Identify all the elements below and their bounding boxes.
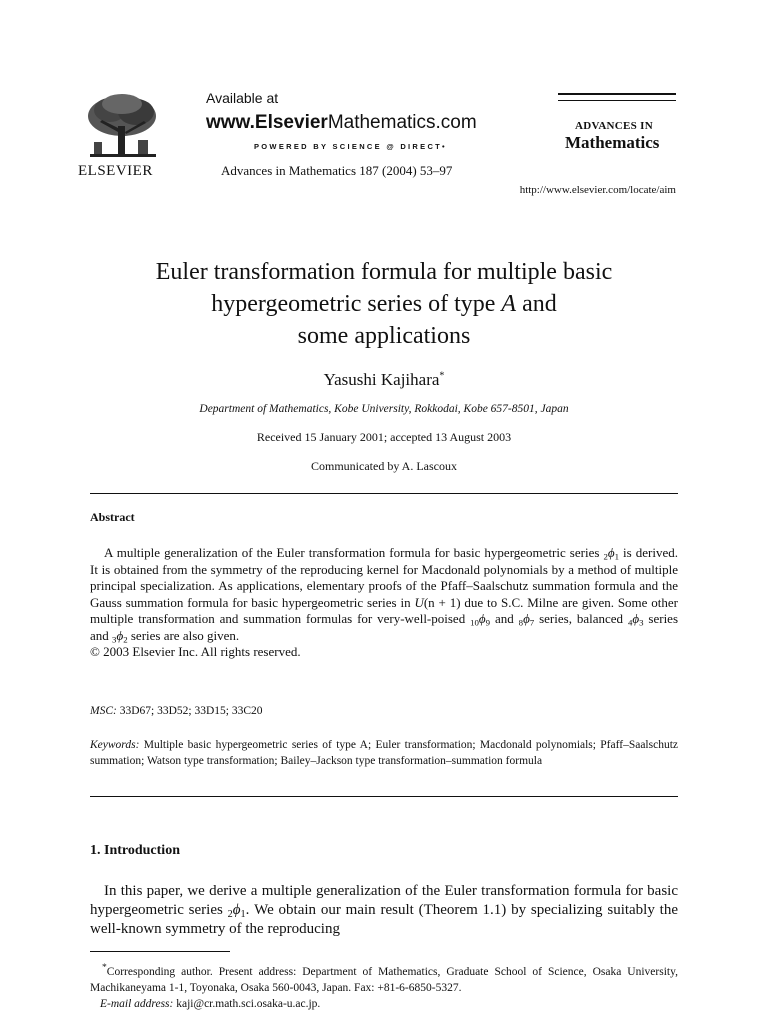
title-line-3: some applications <box>297 323 471 349</box>
available-at-text: Available at <box>206 90 279 106</box>
footnote: *Corresponding author. Present address: Department of Mathematics, Graduate School of Science, Osaka University, Machikaneyama 1-1, Toyonaka, Osaka 560-0043, Japan. Fax: +81-6-6850-5327. E-mail address: kaji@cr.math.sci.osaka-u.ac.jp. <box>90 962 678 1010</box>
site-url-rest: Mathematics.com <box>327 112 477 133</box>
author-name: Yasushi Kajihara* <box>323 370 445 389</box>
communicated-by: Communicated by A. Lascoux <box>311 459 457 473</box>
divider-top <box>90 493 678 494</box>
received-dates: Received 15 January 2001; accepted 13 August 2003 <box>256 430 512 444</box>
article-title <box>60 256 708 352</box>
journal-url-link[interactable]: http://www.elsevier.com/locate/aim <box>519 184 676 196</box>
journal-name-line1: ADVANCES IN <box>575 120 653 132</box>
email-label: E-mail address: <box>100 997 174 1010</box>
abstract-text: A multiple generalization of the Euler transformation formula for basic hypergeometric series $2\phi_1$ is derived. It is obtained from the symmetry of the reproducing kernel for Macdonald polynomials by a method of multiple principal specialization. As applications, elementary proofs of the Pfaff–Saalschutz summation formula and the Gauss summation formula for basic hypergeometric series in U(n + 1) due to S.C. Milne are given. Some other multiple transformation and summation formulas for very-well-poised $10\phi_9$ and $8\phi_7$ series, balanced $4\phi_3$ series and $3\phi_2$ series are also given. © 2003 Elsevier Inc. All rights reserved. <box>90 545 679 659</box>
site-url-link[interactable] <box>206 112 477 134</box>
title-line-1: Euler transformation formula for multiple basic <box>155 259 613 285</box>
keywords: Keywords: Multiple basic hypergeometric series of type A; Euler transformation; Macdonald polynomials; Pfaff–Saalschutz summation; Watson type transformation; Bailey–Jackson type transformation–summation formula <box>90 739 678 767</box>
copyright-notice: © 2003 Elsevier Inc. All rights reserved. <box>90 644 301 659</box>
journal-rule-thin <box>558 100 676 101</box>
journal-rule <box>558 93 676 95</box>
footnote-mark: * <box>102 962 107 973</box>
journal-name-line2: Mathematics <box>565 133 660 152</box>
publisher-name: ELSEVIER <box>78 163 153 179</box>
author-footnote-mark[interactable]: * <box>439 370 445 382</box>
divider-bottom <box>90 796 678 797</box>
journal-reference: Advances in Mathematics 187 (2004) 53–97 <box>221 163 453 178</box>
powered-by-text: POWERED BY SCIENCE @ DIRECT• <box>254 142 447 151</box>
author-affiliation: Department of Mathematics, Kobe University, Rokkodai, Kobe 657-8501, Japan <box>199 403 569 415</box>
footnote-rule <box>90 951 230 952</box>
msc-codes: MSC: 33D67; 33D52; 33D15; 33C20 <box>90 705 263 717</box>
site-url-bold: www.Elsevier <box>206 112 328 133</box>
email-address[interactable]: kaji@cr.math.sci.osaka-u.ac.jp. <box>173 997 321 1010</box>
introduction-text: In this paper, we derive a multiple generalization of the Euler transformation formula for basic hypergeometric series $2\phi_1$. We obtain our main result (Theorem 1.1) by specializing suitably the well-known symmetry of the reproducing <box>90 883 678 937</box>
section-heading-introduction: 1. Introduction <box>90 843 180 858</box>
title-line-2: hypergeometric series of type A and <box>211 291 557 317</box>
abstract-heading: Abstract <box>90 510 135 524</box>
